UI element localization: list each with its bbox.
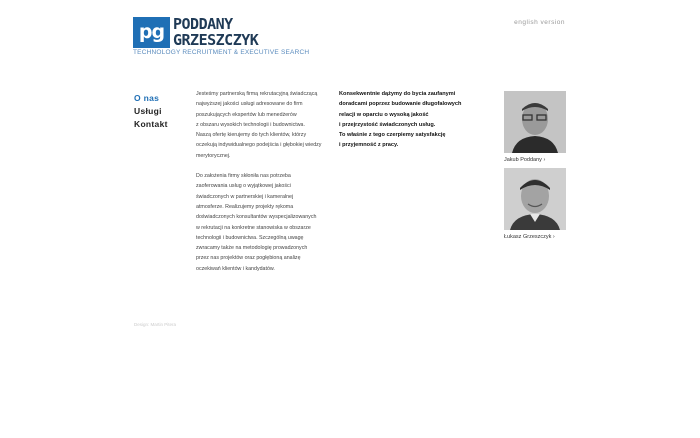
- main-nav: [134, 92, 168, 131]
- nav-item-o-nas[interactable]: O nas: [134, 93, 160, 103]
- mission-statement: Konsekwentnie dążymy do bycia zaufanymi doradcami poprzez budowanie długofalowych relacji w oparciu o wysoką jakość i przejrzystość świadczonych usług. To właśnie z tego czerpiemy satysfakcję i przyjemność z pracy.: [339, 91, 462, 149]
- logo-tagline: TECHNOLOGY RECRUITMENT & EXECUTIVE SEARCH: [133, 49, 310, 56]
- person-card-lukasz: [504, 168, 566, 240]
- about-paragraph-1: Jesteśmy partnerską firmą rekrutacyjną świadczącą najwyższej jakości usługi adresowane do firm poszukujących ekspertów lub menedżerów z obszaru wysokich technologii i budownictwa. Naszą ofertę kierujemy do tych klientów, którzy oczekują indywidualnego podejścia i głębokiej wiedzy merytorycznej.: [196, 91, 322, 159]
- about-paragraph-2: Do założenia firmy skłoniła nas potrzeba zaoferowania usług o wyjątkowej jakości świadczonych w partnerskiej i kameralnej atmosferze. Realizujemy projekty rękoma doświadczonych konsultantów wyspecjalizowanych w rekrutacji na konkretne stanowiska w obszarze technologii i budownictwa. Szczególną uwagę zwracamy także na metodologię prowadzonych przez nas projektów oraz pogłębioną analizę oczekiwań klientów i kandydatów.: [196, 173, 317, 272]
- nav-item-kontakt[interactable]: Kontakt: [134, 119, 168, 129]
- logo-mark: pg: [133, 17, 170, 48]
- logo-name-line-1: PODDANY: [173, 15, 233, 33]
- about-text: [196, 89, 326, 284]
- person-photo[interactable]: [504, 91, 566, 153]
- nav-item-uslugi[interactable]: Usługi: [134, 106, 162, 116]
- design-credit[interactable]: Design: Martin Pitera: [134, 322, 177, 327]
- english-version-link[interactable]: english version: [514, 19, 565, 26]
- person-link[interactable]: Łukasz Grzeszczyk ›: [504, 234, 555, 240]
- company-logo[interactable]: [133, 15, 310, 56]
- logo-name-line-2: GRZESZCZYK: [173, 31, 259, 49]
- person-photo[interactable]: [504, 168, 566, 230]
- person-card-jakub: [504, 91, 566, 163]
- person-link[interactable]: Jakub Poddany ›: [504, 157, 546, 163]
